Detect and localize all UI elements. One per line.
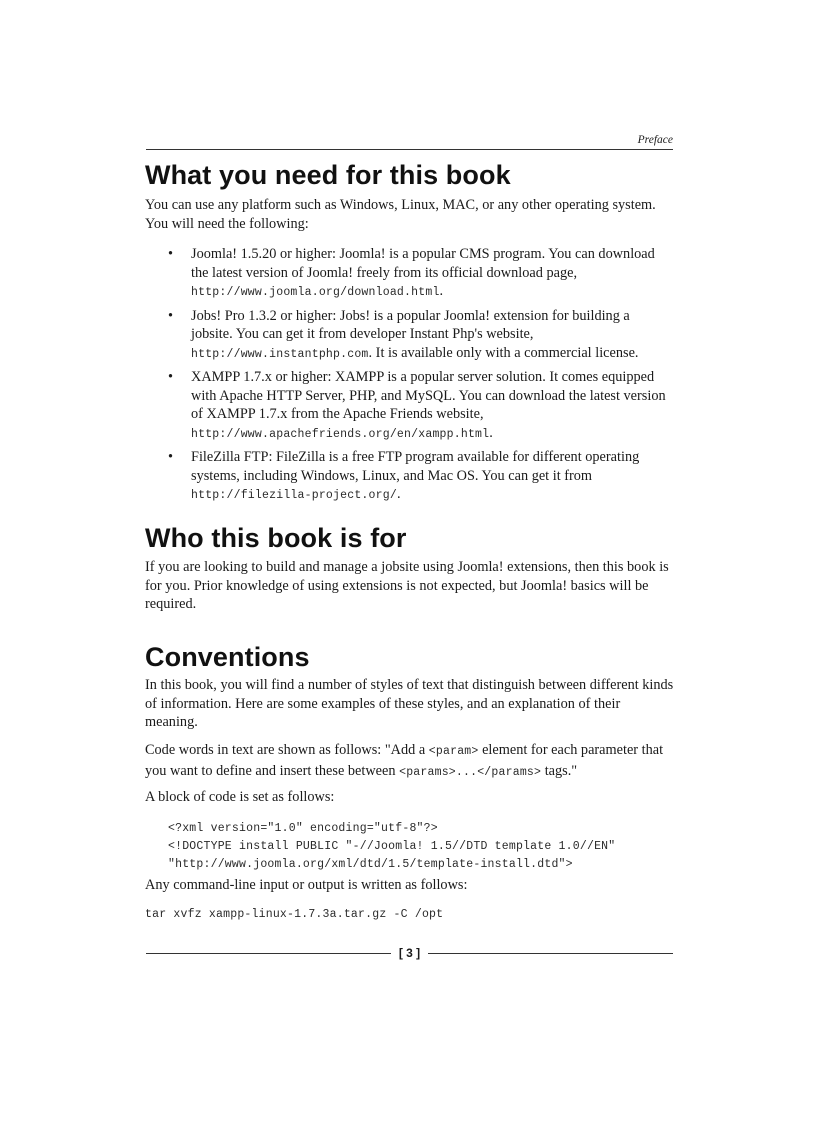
list-item-text: Jobs! Pro 1.3.2 or higher: Jobs! is a popular Joomla! extension for building a jobsite. You can get it from developer Instant Php's website,: [191, 307, 630, 342]
code-words-text: Code words in text are shown as follows: "Add a: [145, 742, 429, 758]
page-number: [ 3 ]: [398, 946, 421, 960]
requirements-list: [145, 245, 675, 510]
list-item-text: XAMPP 1.7.x or higher: XAMPP is a popular server solution. It comes equipped with Apache HTTP Server, PHP, and MySQL. You can download the latest version of XAMPP 1.7.x from the Apache Friends website,: [191, 369, 666, 422]
code-line: <!DOCTYPE install PUBLIC "-//Joomla! 1.5//DTD template 1.0//EN": [168, 840, 616, 853]
needs-intro: You can use any platform such as Windows, Linux, MAC, or any other operating system. You will need the following:: [145, 197, 656, 232]
code-words-text: tags.": [541, 762, 578, 779]
inline-code: <param>: [428, 745, 479, 758]
code-block: [168, 820, 615, 874]
url-code: http://www.joomla.org/download.html: [191, 286, 440, 299]
code-words-text: element for each parameter that you want to define and insert these between: [145, 742, 664, 779]
url-code: http://filezilla-project.org/: [191, 489, 397, 502]
list-item-tail: .: [439, 283, 444, 299]
list-item: [145, 245, 675, 303]
code-words-paragraph: [145, 741, 675, 782]
url-code: http://www.instantphp.com: [191, 347, 369, 361]
conventions-intro: In this book, you will find a number of styles of text that distinguish between different kinds of information. Here are some examples of these styles, and an explanation of their meaning.: [145, 677, 674, 730]
list-item: [145, 368, 675, 444]
code-block-intro: A block of code is set as follows:: [145, 789, 335, 805]
url-code: http://www.apachefriends.org/en/xampp.html: [191, 427, 490, 441]
list-item-tail: . It is available only with a commercial license.: [368, 344, 639, 361]
command-line: tar xvfz xampp-linux-1.7.3a.tar.gz -C /opt: [145, 908, 444, 921]
command-intro: Any command-line input or output is written as follows:: [145, 877, 468, 893]
footer-rule-right: [428, 953, 673, 954]
inline-code: <params>...</params>: [399, 765, 542, 779]
audience-body: If you are looking to build and manage a jobsite using Joomla! extensions, then this book is for you. Prior knowledge of using extensions is not expected, but Joomla! basics will be required.: [145, 559, 669, 612]
section-heading-conventions: Conventions: [145, 642, 310, 672]
list-item-tail: .: [489, 424, 493, 441]
list-item-tail: .: [396, 486, 401, 502]
list-item: [145, 448, 675, 506]
running-head-title: Preface: [637, 134, 673, 146]
list-item: [145, 307, 675, 365]
list-item-text: Joomla! 1.5.20 or higher: Joomla! is a popular CMS program. You can download the latest version of Joomla! freely from its official download page,: [191, 246, 655, 281]
code-line: "http://www.joomla.org/xml/dtd/1.5/template-install.dtd">: [168, 858, 573, 871]
section-heading-needs: What you need for this book: [145, 160, 511, 190]
code-line: <?xml version="1.0" encoding="utf-8"?>: [168, 822, 438, 835]
running-head: [146, 134, 673, 150]
page-footer: [146, 945, 673, 963]
list-item-text: FileZilla FTP: FileZilla is a free FTP program available for different operating systems, including Windows, Linux, and Mac OS. You can get it from: [191, 449, 640, 484]
section-heading-audience: Who this book is for: [145, 523, 407, 553]
